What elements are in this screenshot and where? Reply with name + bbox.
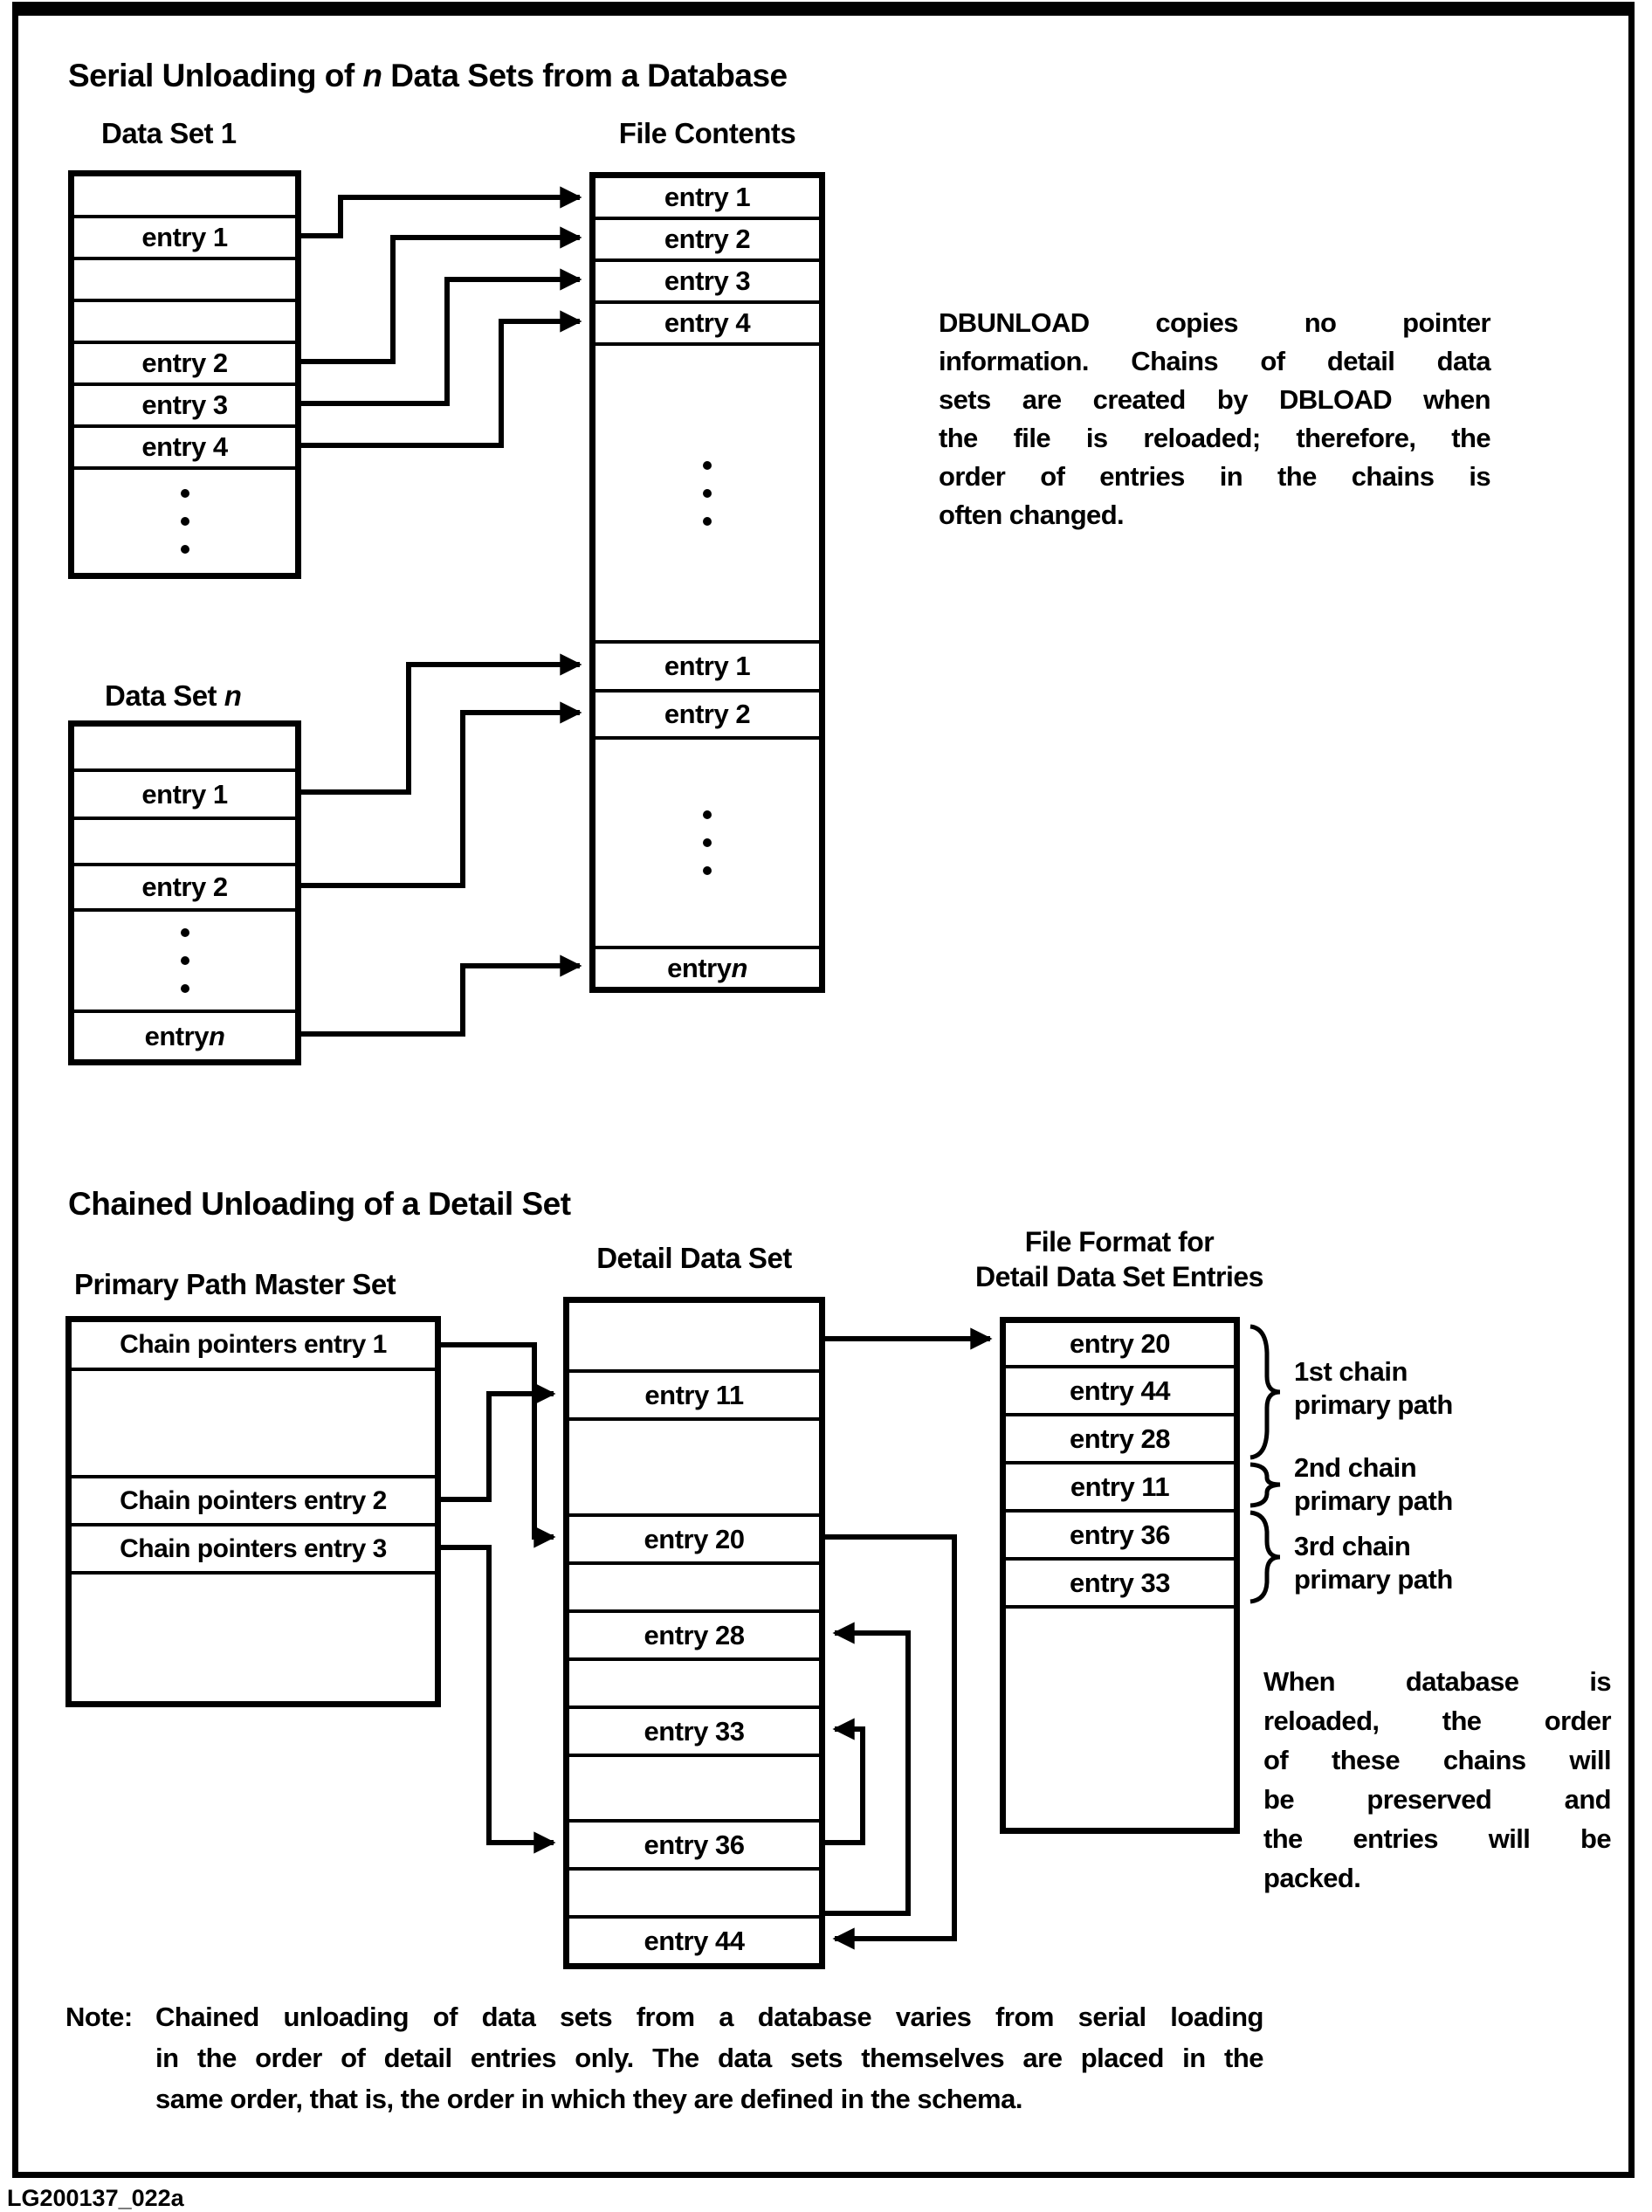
paragraph-line: of these chains will xyxy=(1263,1745,1611,1775)
master-set-box xyxy=(65,1316,441,1707)
vertical-ellipsis-icon xyxy=(181,928,189,993)
vertical-ellipsis-icon xyxy=(703,810,712,875)
note-block xyxy=(65,2002,1263,2125)
master-row-chain-pointers-entry2: Chain pointers entry 2 xyxy=(72,1475,435,1523)
fc-row-entry4: entry 4 xyxy=(595,300,819,342)
dataset1-row-empty xyxy=(74,257,295,299)
detail-set-label: Detail Data Set xyxy=(596,1242,792,1274)
dsn-row-empty xyxy=(74,727,295,768)
file-contents-box xyxy=(589,172,825,993)
paragraph-line: sets are created by DBLOAD when xyxy=(939,384,1490,415)
file-format-box xyxy=(1000,1317,1240,1834)
dataset1-row-entry3: entry 3 xyxy=(74,382,295,424)
detail-row-empty xyxy=(569,1561,819,1609)
dataset1-row-continuation xyxy=(74,466,295,573)
fc-row-entry3: entry 3 xyxy=(595,258,819,300)
dataset1-row-empty xyxy=(74,176,295,215)
fc-row-entry2-setn: entry 2 xyxy=(595,689,819,736)
detail-row-empty xyxy=(569,1657,819,1706)
file-format-label-line2: Detail Data Set Entries xyxy=(975,1261,1263,1292)
detail-row-empty xyxy=(569,1867,819,1915)
dsn-row-entry2: entry 2 xyxy=(74,863,295,908)
chain-label-2nd: 2nd chain primary path xyxy=(1294,1452,1453,1516)
detail-set-box xyxy=(563,1297,825,1969)
reload-paragraph xyxy=(1263,1666,1611,1902)
dataset1-row-entry2: entry 2 xyxy=(74,341,295,382)
paragraph-line: reloaded, the order xyxy=(1263,1706,1611,1736)
ff-row-entry28: entry 28 xyxy=(1006,1413,1234,1461)
paragraph-line: be preserved and xyxy=(1263,1784,1611,1815)
detail-row-entry36: entry 36 xyxy=(569,1819,819,1867)
detail-row-entry28: entry 28 xyxy=(569,1609,819,1657)
paragraph-line: packed. xyxy=(1263,1863,1361,1893)
detail-row-empty xyxy=(569,1417,819,1513)
note-label: Note: xyxy=(65,2002,133,2032)
chain-label-3rd: 3rd chain primary path xyxy=(1294,1531,1453,1595)
dataset-n-box xyxy=(68,720,301,1065)
master-set-label: Primary Path Master Set xyxy=(74,1268,396,1300)
ff-row-entry44: entry 44 xyxy=(1006,1365,1234,1413)
fc-row-entry2: entry 2 xyxy=(595,217,819,258)
note-line: same order, that is, the order in which they are defined in the schema. xyxy=(155,2084,1022,2114)
paragraph-line: DBUNLOAD copies no pointer xyxy=(939,307,1490,338)
dataset1-row-empty xyxy=(74,299,295,341)
dbunload-paragraph xyxy=(939,307,1490,538)
note-line: in the order of detail entries only. The data sets themselves are placed in the xyxy=(155,2043,1263,2073)
file-format-label-line1: File Format for xyxy=(1024,1226,1215,1258)
master-row-chain-pointers-entry3: Chain pointers entry 3 xyxy=(72,1523,435,1571)
paragraph-line: the file is reloaded; therefore, the xyxy=(939,423,1490,453)
ff-row-entry36: entry 36 xyxy=(1006,1509,1234,1557)
dataset1-label: Data Set 1 xyxy=(101,117,237,149)
ff-row-empty xyxy=(1006,1605,1234,1828)
dsn-row-empty xyxy=(74,817,295,863)
detail-row-empty xyxy=(569,1303,819,1369)
section-title-chained-unloading: Chained Unloading of a Detail Set xyxy=(68,1186,571,1222)
master-row-empty xyxy=(72,1368,435,1475)
paragraph-line: When database is xyxy=(1263,1666,1611,1697)
dataset1-row-entry1: entry 1 xyxy=(74,215,295,257)
fc-row-continuation xyxy=(595,342,819,640)
master-row-chain-pointers-entry1: Chain pointers entry 1 xyxy=(120,1330,387,1359)
paragraph-line: order of entries in the chains is xyxy=(939,461,1490,492)
ff-row-entry20: entry 20 xyxy=(1070,1328,1170,1359)
section-title-serial-unloading: Serial Unloading of n Data Sets from a Database xyxy=(68,58,788,93)
dataset-n-label: Data Set n xyxy=(105,679,242,712)
paragraph-line: information. Chains of detail data xyxy=(939,346,1490,376)
detail-row-entry33: entry 33 xyxy=(569,1706,819,1754)
detail-row-entry20: entry 20 xyxy=(569,1513,819,1561)
figure-id-label: LG200137_022a xyxy=(7,2185,184,2211)
ff-row-entry33: entry 33 xyxy=(1006,1557,1234,1605)
ff-row-entry11: entry 11 xyxy=(1006,1461,1234,1509)
vertical-ellipsis-icon xyxy=(703,461,712,526)
detail-row-entry11: entry 11 xyxy=(569,1369,819,1417)
master-row-empty xyxy=(72,1571,435,1701)
file-contents-label: File Contents xyxy=(618,117,796,149)
dataset1-box xyxy=(68,170,301,579)
fc-row-continuation xyxy=(595,736,819,946)
fc-row-entry-n: entry n xyxy=(595,946,819,987)
dataset1-row-entry4: entry 4 xyxy=(74,424,295,466)
fc-row-entry1: entry 1 xyxy=(664,182,751,212)
vertical-ellipsis-icon xyxy=(181,489,189,554)
detail-row-empty xyxy=(569,1754,819,1819)
dsn-row-entry-n: entry n xyxy=(74,1010,295,1059)
detail-row-entry44: entry 44 xyxy=(569,1915,819,1963)
note-line: Chained unloading of data sets from a database varies from serial loading xyxy=(155,2002,1263,2032)
chain-label-1st: 1st chain primary path xyxy=(1294,1356,1453,1420)
fc-row-entry1-setn: entry 1 xyxy=(595,640,819,689)
paragraph-line: often changed. xyxy=(939,500,1125,530)
dsn-row-entry1: entry 1 xyxy=(74,768,295,817)
dsn-row-continuation xyxy=(74,908,295,1010)
paragraph-line: the entries will be xyxy=(1263,1823,1611,1854)
